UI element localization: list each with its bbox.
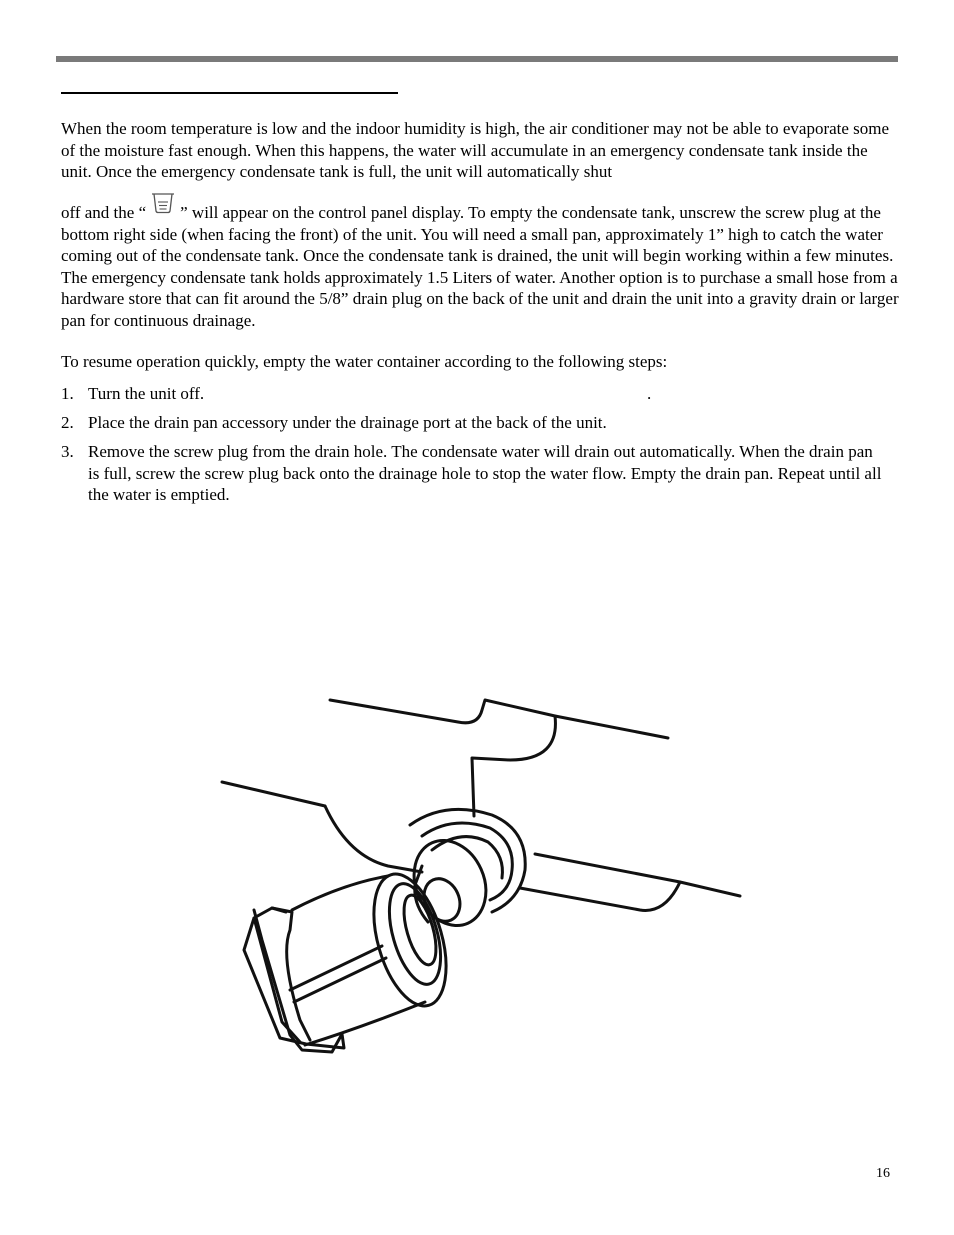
- paragraph-steps-intro: To resume operation quickly, empty the water container according to the following steps:: [61, 352, 668, 371]
- step-text: Place the drain pan accessory under the drainage port at the back of the unit.: [88, 413, 607, 432]
- step-text: Remove the screw plug from the drain hole. The condensate water will drain out automatically. When the drain pan is full, screw the screw plug back onto the drainage hole to stop the water flow. Empty the drain pan. Repeat until all the water is emptied.: [88, 442, 882, 504]
- step-number: 1.: [61, 384, 74, 403]
- paragraph-intro: When the room temperature is low and the indoor humidity is high, the air conditioner may not be able to evaporate some of the moisture fast enough. When this happens, the water will accumulate in an emergency condensate tank inside the unit. Once the emergency condensate tank is full, the unit will automatically shut: [61, 119, 890, 181]
- paragraph-draining: [61, 192, 901, 331]
- heading-underline: [61, 92, 398, 94]
- paragraph-draining-rest: ” will appear on the control panel display. To empty the condensate tank, unscrew the screw plug at the bottom right side (when facing the front) of the unit. You will need a small pan, approximately 1” high to catch the water coming out of the condensate tank. Once the condensate tank is drained, the unit will begin working within a few minutes. The emergency condensate tank holds approximately 1.5 Liters of water. Another option is to purchase a small hose from a hardware store that can fit around the 5/8” drain plug on the back of the unit and drain the unit into a gravity drain or larger pan for continuous drainage.: [61, 203, 899, 330]
- water-tank-full-icon: [150, 192, 176, 214]
- step-1-trailing-mark: .: [647, 384, 652, 403]
- step-text: Turn the unit off.: [88, 384, 205, 403]
- top-rule: [56, 56, 898, 62]
- page-number: 16: [876, 1166, 890, 1181]
- paragraph-draining-start: off and the “: [61, 203, 147, 222]
- step-number: 2.: [61, 413, 74, 432]
- drain-plug-illustration: [210, 660, 770, 1060]
- step-number: 3.: [61, 442, 74, 461]
